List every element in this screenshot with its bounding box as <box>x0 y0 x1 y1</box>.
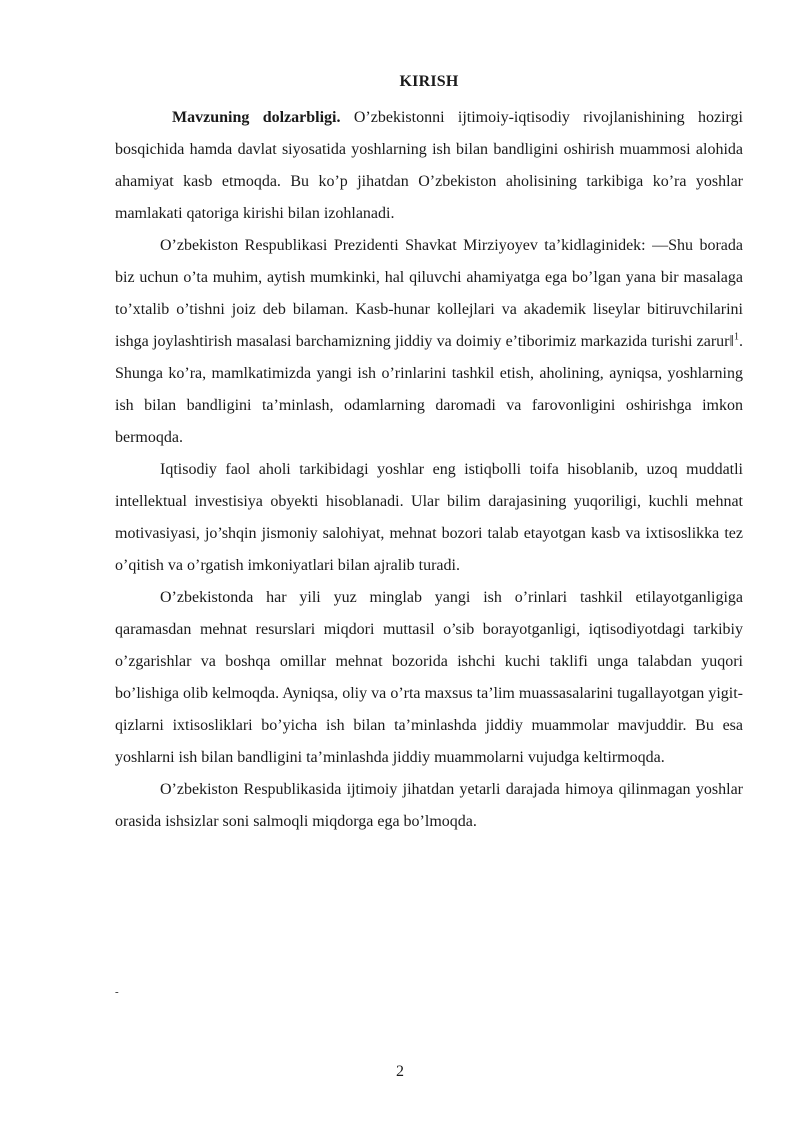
paragraph-youth-category: Iqtisodiy faol aholi tarkibidagi yoshlar eng istiqbolli toifa hisoblanib, uzoq muddatli intellektual investisiya obyekti hisoblanadi. Ular bilim darajasining yuqoriligi, kuchli mehnat motivasiyasi, jo’shqin jismoniy salohiyat, mehnat bozori talab etayotgan kasb va ixtisoslikka tez o’qitish va o’rgatish imkoniyatlari bilan ajralib turadi. <box>115 461 743 574</box>
section-title: KIRISH <box>399 73 459 90</box>
footnote-reference[interactable]: 1 <box>734 331 739 343</box>
paragraph-lead: Mavzuning dolzarbligi. <box>172 109 341 126</box>
document-page <box>115 72 743 838</box>
paragraph-labor-market: O’zbekistonda har yili yuz minglab yangi ish o’rinlari tashkil etilayotganligiga qaramasdan mehnat resurslari miqdori muttasil o’sib borayotganligi, iqtisodiyotdagi tarkibiy o’zgarishlar va boshqa omillar mehnat bozorida ishchi kuchi taklifi unga talabdan yuqori bo’lishiga olib kelmoqda. Ayniqsa, oliy va o’rta maxsus ta’lim muassasalarini tugallayotgan yigit-qizlarni ixtisosliklari bo’yicha ish bilan ta’minlashda jiddiy muammolar mavjuddir. Bu esa yoshlarni ish bilan bandligini ta’minlashda jiddiy muammolarni vujudga keltirmoqda. <box>115 589 743 766</box>
paragraph-text-continued: . Shunga ko’ra, mamlkatimizda yangi ish o’rinlarini tashkil etish, aholining, ayniqsa, yoshlarning ish bilan bandligini ta’minlash, odamlarning daromadi va farovonligini oshirishga imkon bermoqda. <box>115 333 743 446</box>
paragraph-relevance <box>115 102 743 230</box>
page-number: 2 <box>396 1063 404 1080</box>
paragraph-president-quote <box>115 230 743 454</box>
footnote-separator: - <box>115 986 119 998</box>
paragraph-text: O’zbekistonni ijtimoiy-iqtisodiy rivojlanishining hozirgi bosqichida hamda davlat siyosatida yoshlarning ish bilan bandligini oshirish muammosi alohida ahamiyat kasb etmoqda. Bu ko’p jihatdan O’zbekiston aholisining tarkibiga ko’ra yoshlar mamlakati qatoriga kirishi bilan izohlanadi. <box>115 109 744 222</box>
paragraph-text: O’zbekiston Respublikasi Prezidenti Shavkat Mirziyoyev ta’kidlaginidek: ―Shu borada biz uchun o’ta muhim, aytish mumkinki, hal qiluvchi ahamiyatga ega bo’lgan yana bir masalaga to’xtalib o’tishni joiz deb bilaman. Kasb-hunar kollejlari va akademik liseylar bitiruvchilarini ishga joylashtirish masalasi barchamizning jiddiy va doimiy e’tiborimiz markazida turishi zarur‖ <box>115 237 743 350</box>
paragraph-unemployment: O’zbekiston Respublikasida ijtimoiy jihatdan yetarli darajada himoya qilinmagan yoshlar orasida ishsizlar soni salmoqli miqdorga ega bo’lmoqda. <box>115 781 743 830</box>
